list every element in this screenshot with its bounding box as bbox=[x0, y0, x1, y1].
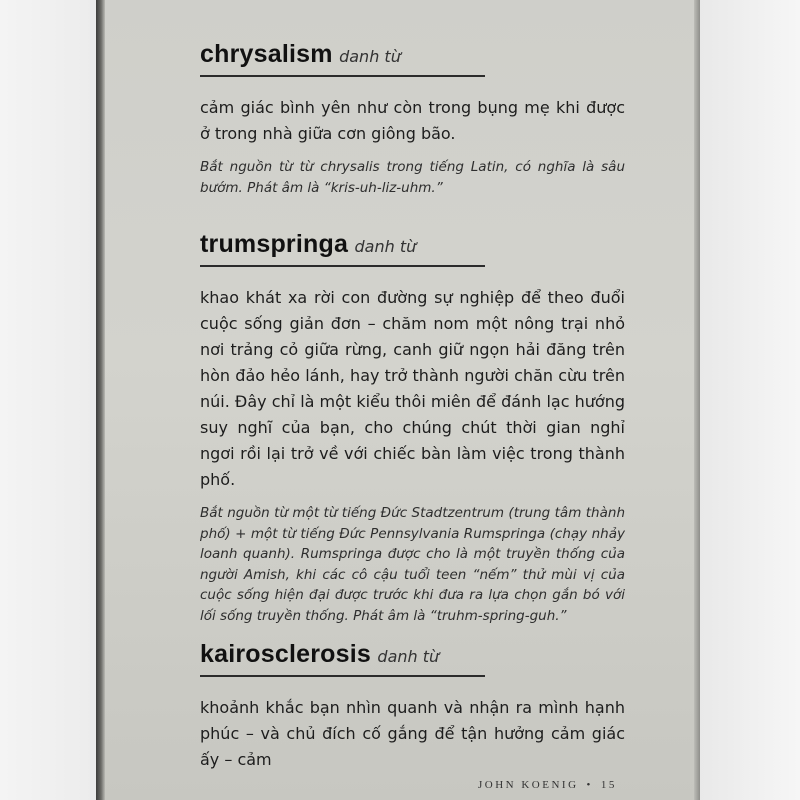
etymology: Bắt nguồn từ một từ tiếng Đức Stadtzentrum (trung tâm thành phố) + một từ tiếng Đức Pennsylvania Rumspringa (chạy nhảy loanh quanh). Rumspringa được cho là một truyền thống của người Amish, khi các cô cậu tuổi teen “nếm” thử mùi vị của cuộc sống hiện đại được trước khi đưa ra lựa chọn gắn bó với lối sống truyền thống. Phát âm là “truhm-spring-guh.” bbox=[200, 505, 625, 624]
page-number: 15 bbox=[600, 779, 617, 791]
entry-chrysalism bbox=[200, 40, 625, 198]
heading-rule bbox=[200, 265, 485, 267]
entry-kairosclerosis bbox=[200, 640, 625, 773]
part-of-speech: danh từ bbox=[377, 647, 440, 666]
definition: khao khát xa rời con đường sự nghiệp để theo đuổi cuộc sống giản đơn – chăm nom một nông trại nhỏ nơi trảng cỏ giữa rừng, canh giữ ngọn hải đăng trên hòn đảo hẻo lánh, hay trở thành người chăn cừu trên núi. Đây chỉ là một kiểu thôi miên để đánh lạc hướng suy nghĩ của bạn, cho chúng chút thời gian nghỉ ngơi rồi lại trở về với chiếc bàn làm việc trong thành phố. bbox=[200, 288, 625, 489]
entry-trumspringa bbox=[200, 230, 625, 626]
definition: khoảnh khắc bạn nhìn quanh và nhận ra mình hạnh phúc – và chủ đích cố gắng để tận hưởng cảm giác ấy – cảm bbox=[200, 698, 625, 769]
entry-heading bbox=[200, 230, 625, 259]
running-footer bbox=[478, 779, 617, 791]
part-of-speech: danh từ bbox=[354, 237, 417, 256]
etymology: Bắt nguồn từ từ chrysalis trong tiếng Latin, có nghĩa là sâu bướm. Phát âm là “kris-uh-liz-uhm.” bbox=[200, 159, 625, 196]
headword: kairosclerosis bbox=[200, 640, 371, 668]
heading-rule bbox=[200, 75, 485, 77]
background-right bbox=[700, 0, 800, 800]
background-left bbox=[0, 0, 96, 800]
page-edge-left bbox=[96, 0, 105, 800]
headword: chrysalism bbox=[200, 40, 333, 68]
heading-rule bbox=[200, 675, 485, 677]
page-edge-right bbox=[694, 0, 700, 800]
entry-heading bbox=[200, 640, 625, 669]
headword: trumspringa bbox=[200, 230, 349, 258]
footer-separator: • bbox=[586, 779, 593, 791]
part-of-speech: danh từ bbox=[339, 47, 401, 66]
entry-heading bbox=[200, 40, 625, 69]
footer-author: JOHN KOENIG bbox=[478, 779, 579, 791]
definition: cảm giác bình yên như còn trong bụng mẹ khi được ở trong nhà giữa cơn giông bão. bbox=[200, 98, 625, 143]
